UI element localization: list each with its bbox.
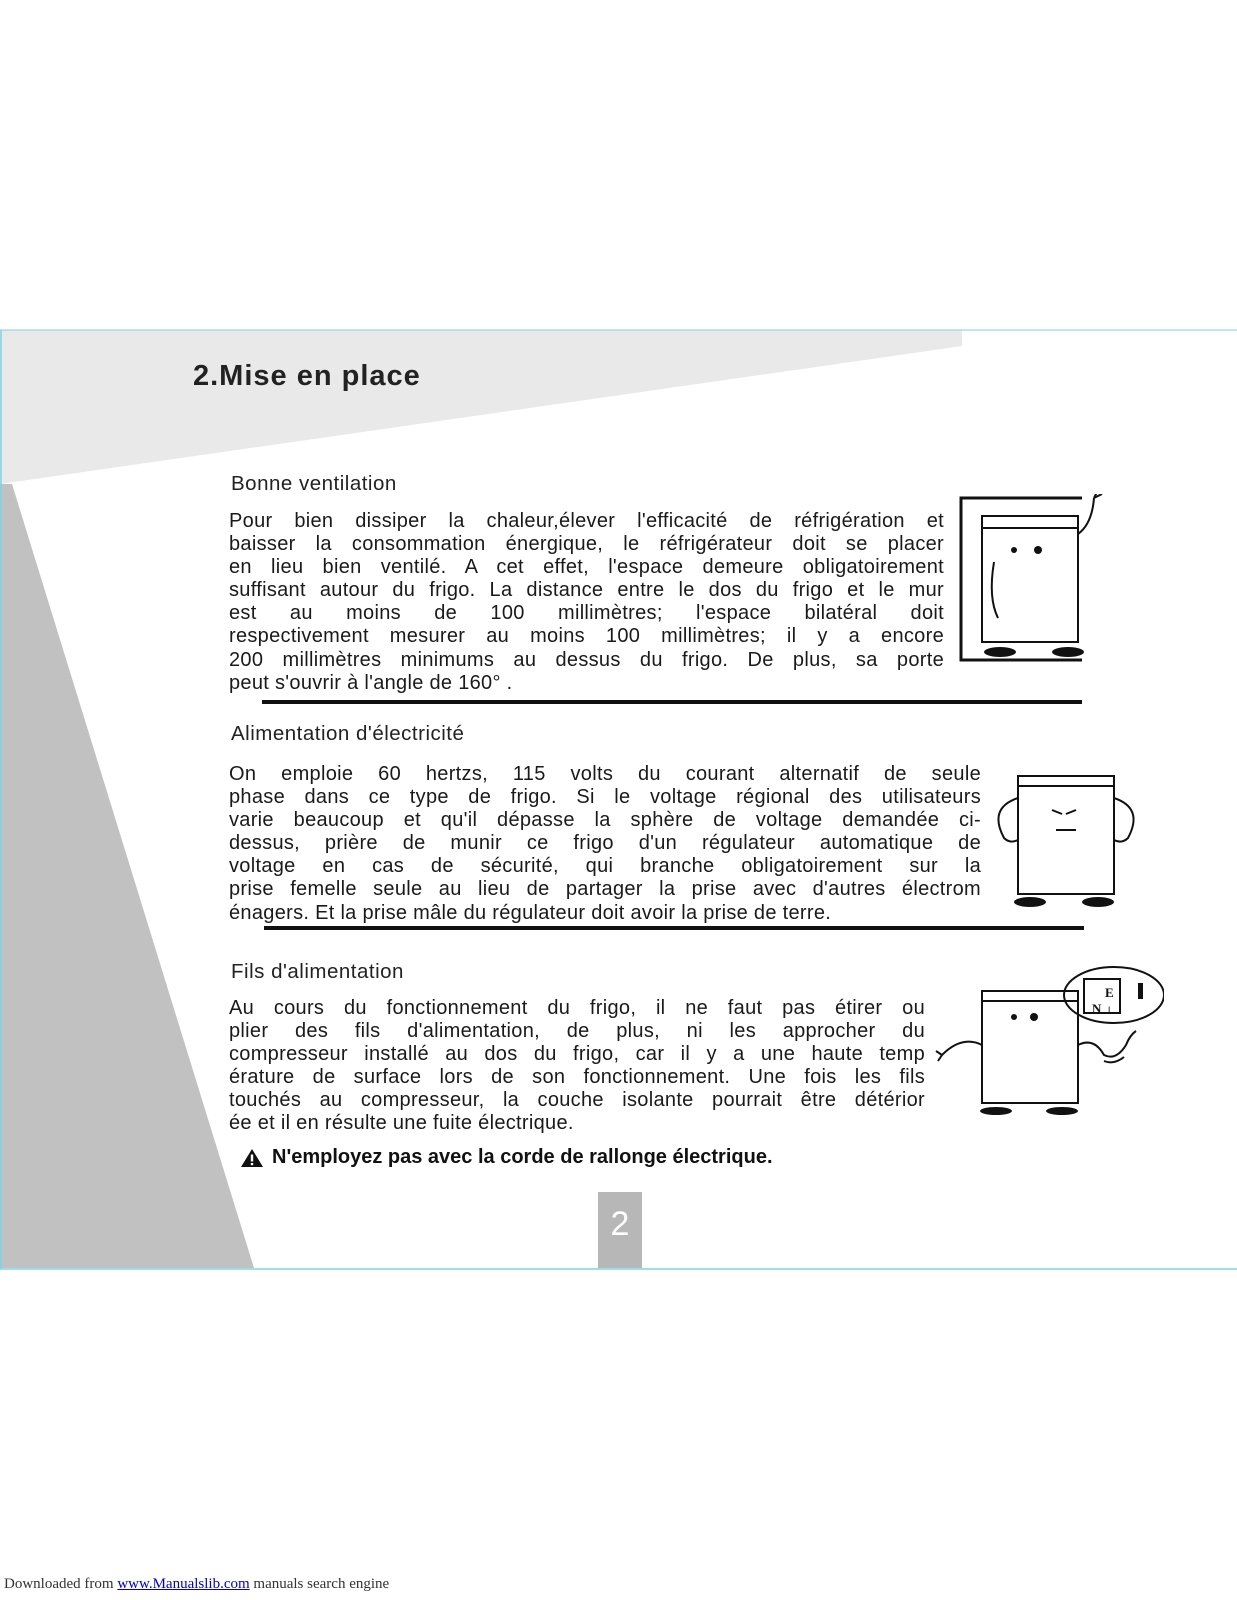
text-line: On emploie 60 hertzs, 115 volts du courant alternatif de seule	[229, 763, 981, 785]
page-number: 2	[598, 1192, 642, 1268]
page-title: 2.Mise en place	[193, 360, 421, 392]
text-line: compresseur installé au dos du frigo, car il y a une haute temp	[229, 1043, 925, 1066]
footer-prefix: Downloaded from	[4, 1576, 118, 1592]
text-line: varie beaucoup et qu'il dépasse la sphère de voltage demandée ci-	[229, 809, 981, 832]
warning-triangle-icon	[240, 1148, 264, 1168]
text-line: plier des fils d'alimentation, de plus, ni les approcher du	[229, 1020, 925, 1043]
manualslib-link[interactable]: www.Manualslib.com	[117, 1576, 250, 1592]
section-heading-power-cords: Fils d'alimentation	[231, 960, 404, 983]
section-text-ventilation	[229, 510, 944, 695]
earth-label: E	[1105, 985, 1114, 1000]
text-line: touchés au compresseur, la couche isolante pourrait être détérior	[229, 1089, 925, 1112]
text-line: est au moins de 100 millimètres; l'espace bilatéral doit	[229, 602, 944, 625]
text-line: prise femelle seule au lieu de partager la prise avec d'autres électrom	[229, 878, 981, 901]
text-line: 200 millimètres minimums au dessus du frigo. De plus, sa porte	[229, 648, 944, 671]
live-label: L	[1108, 1005, 1114, 1015]
text-line: voltage en cas de sécurité, qui branche obligatoirement sur la	[229, 855, 981, 878]
text-line: en lieu bien ventilé. A cet effet, l'espace demeure obligatoirement	[229, 556, 944, 579]
fridge-ventilation-illustration	[958, 494, 1108, 666]
warning-text: N'employez pas avec la corde de rallonge électrique.	[272, 1146, 773, 1168]
text-line: baisser la consommation énergique, le réfrigérateur doit se placer	[229, 533, 944, 556]
footer-suffix: manuals search engine	[249, 1576, 390, 1592]
warning-notice	[240, 1146, 773, 1169]
section-heading-ventilation: Bonne ventilation	[231, 472, 397, 495]
side-wedge	[0, 484, 254, 1268]
fridge-hands-on-hips-illustration	[994, 768, 1144, 908]
text-line: Pour bien dissiper la chaleur,élever l'efficacité de réfrigération et	[229, 510, 944, 532]
text-line: dessus, prière de munir ce frigo d'un régulateur automatique de	[229, 832, 981, 855]
text-line: ée et il en résulte une fuite électrique.	[229, 1112, 574, 1135]
text-line: peut s'ouvrir à l'angle de 160° .	[229, 671, 513, 694]
text-line: Au cours du fonctionnement du frigo, il ne faut pas étirer ou	[229, 997, 925, 1019]
download-footer	[4, 1576, 389, 1593]
neutral-label: N	[1092, 1001, 1102, 1016]
section-text-electricity	[229, 763, 981, 925]
text-line: énagers. Et la prise mâle du régulateur doit avoir la prise de terre.	[229, 901, 832, 924]
section-divider	[262, 700, 1082, 704]
text-line: respectivement mesurer au moins 100 millimètres; il y a encore	[229, 625, 944, 648]
fridge-outlet-illustration	[934, 965, 1164, 1115]
header-band	[0, 330, 962, 484]
text-line: érature de surface lors de son fonctionnement. Une fois les fils	[229, 1066, 925, 1089]
text-line: suffisant autour du frigo. La distance entre le dos du frigo et le mur	[229, 579, 944, 602]
section-divider	[264, 926, 1084, 930]
section-text-power-cords	[229, 997, 925, 1136]
text-line: phase dans ce type de frigo. Si le voltage régional des utilisateurs	[229, 786, 981, 809]
section-heading-electricity: Alimentation d'électricité	[231, 722, 465, 745]
